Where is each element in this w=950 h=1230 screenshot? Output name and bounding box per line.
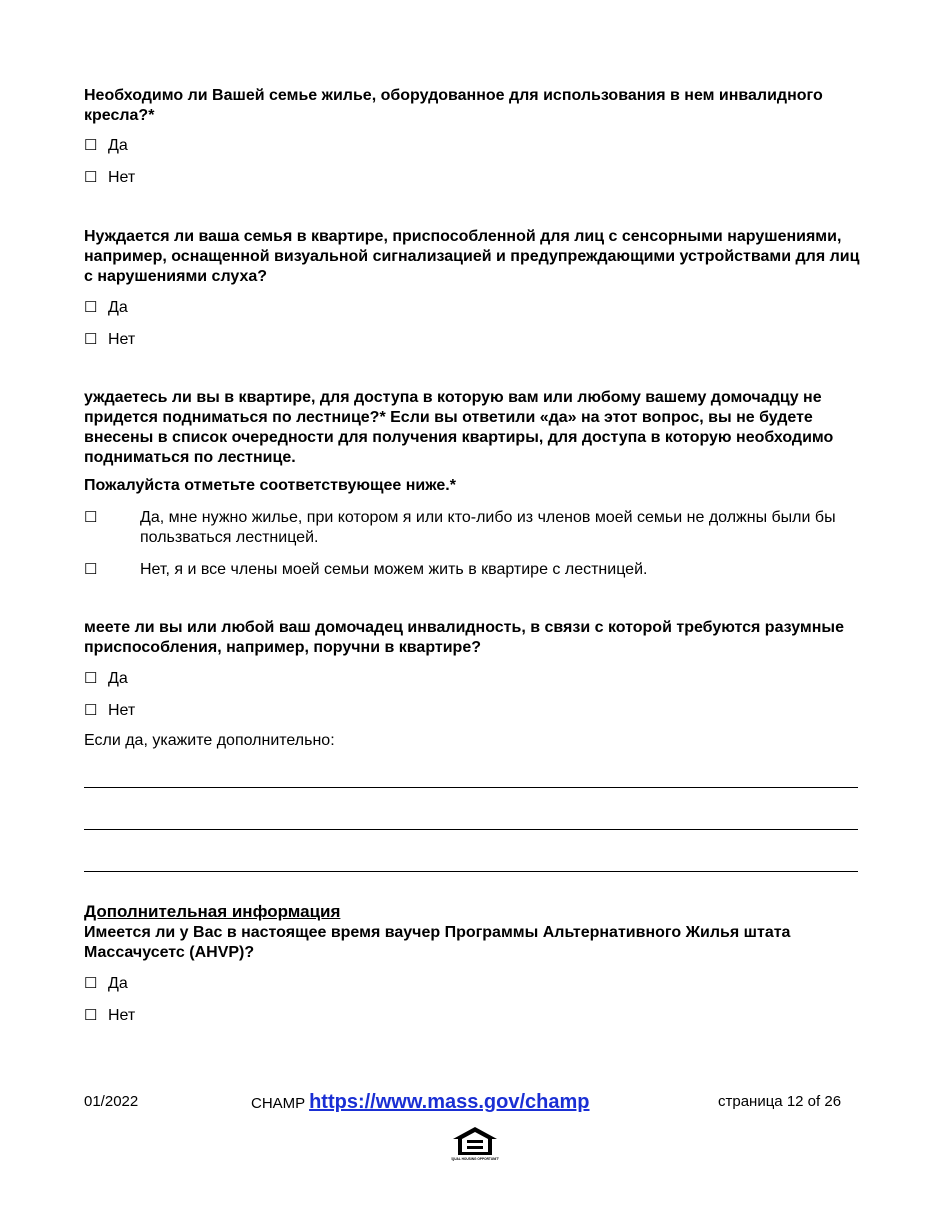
question-wheelchair: Необходимо ли Вашей семье жилье, оборудованное для использования в нем инвалидного кресла?*: [84, 87, 823, 124]
checkbox-option-q1-yes[interactable]: [84, 136, 128, 156]
option-label: Да: [108, 299, 128, 316]
footer-champ-label: CHAMP: [251, 1095, 305, 1112]
checkbox-option-q2-no[interactable]: [84, 330, 135, 350]
checkbox-option-q1-no[interactable]: [84, 168, 135, 188]
option-label: Да: [108, 975, 128, 992]
checkbox-icon[interactable]: ☐: [84, 670, 98, 687]
answer-line-1[interactable]: [84, 787, 858, 788]
question-ahvp: Имеется ли у Вас в настоящее время ваучер Программы Альтернативного Жилья штата Массачусетс (AHVP)?: [84, 924, 791, 961]
checkbox-icon[interactable]: ☐: [84, 1007, 98, 1024]
answer-line-3[interactable]: [84, 871, 858, 872]
option-label: Нет, я и все члены моей семьи можем жить в квартире с лестницей.: [140, 561, 648, 578]
checkbox-icon[interactable]: ☐: [84, 702, 98, 719]
option-label: Нет: [108, 702, 136, 719]
option-label: Нет: [108, 331, 136, 348]
checkbox-icon[interactable]: ☐: [84, 299, 98, 316]
checkbox-option-q4-yes[interactable]: [84, 669, 128, 689]
question-disability: меете ли вы или любой ваш домочадец инвалидность, в связи с которой требуются разумные приспособления, например, поручни в квартире?: [84, 619, 844, 656]
footer-champ: [251, 1091, 590, 1115]
section-title: Дополнительная информация: [84, 902, 341, 921]
checkbox-option-q3-yes[interactable]: [84, 508, 864, 548]
option-label: Нет: [108, 169, 136, 186]
footer-date: 01/2022: [84, 1093, 139, 1110]
checkbox-option-q4-no[interactable]: [84, 701, 135, 721]
checkbox-option-ahvp-no[interactable]: [84, 1006, 135, 1026]
answer-line-2[interactable]: [84, 829, 858, 830]
footer-link[interactable]: https://www.mass.gov/champ: [309, 1091, 590, 1113]
question-stairs-prompt: Пожалуйста отметьте соответствующее ниже.*: [84, 477, 456, 494]
checkbox-icon[interactable]: ☐: [84, 975, 98, 992]
option-label: Нет: [108, 1007, 136, 1024]
option-label: Да, мне нужно жилье, при котором я или кто-либо из членов моей семьи не должны были бы пользваться лестницей.: [140, 509, 836, 546]
equal-housing-icon: [451, 1125, 499, 1165]
option-label: Да: [108, 670, 128, 687]
question-sensory: Нуждается ли ваша семья в квартире, приспособленной для лиц с сенсорными нарушениями, например, оснащенной визуальной сигнализацией и предупреждающими устройствами для лиц с нарушениями слуха?: [84, 228, 860, 285]
checkbox-option-q2-yes[interactable]: [84, 298, 128, 318]
question-stairs: уждаетесь ли вы в квартире, для доступа в которую вам или любому вашему домочадцу не придется подниматься по лестнице?* Если вы ответили «да» на этот вопрос, вы не будете внесены в список очередности для получения квартиры, для доступа в которую необходимо подниматься по лестнице.: [84, 389, 834, 466]
checkbox-icon[interactable]: ☐: [84, 561, 98, 578]
logo-text: EQUAL HOUSING OPPORTUNITY: [451, 1157, 499, 1161]
checkbox-icon[interactable]: ☐: [84, 137, 98, 154]
option-label: Да: [108, 137, 128, 154]
checkbox-option-q3-no[interactable]: [84, 560, 864, 580]
followup-label: Если да, укажите дополнительно:: [84, 732, 335, 749]
checkbox-icon[interactable]: ☐: [84, 509, 98, 526]
footer-page-number: страница 12 of 26: [718, 1093, 842, 1110]
checkbox-icon[interactable]: ☐: [84, 331, 98, 348]
checkbox-icon[interactable]: ☐: [84, 169, 98, 186]
checkbox-option-ahvp-yes[interactable]: [84, 974, 128, 994]
equal-housing-logo: [451, 1125, 499, 1165]
